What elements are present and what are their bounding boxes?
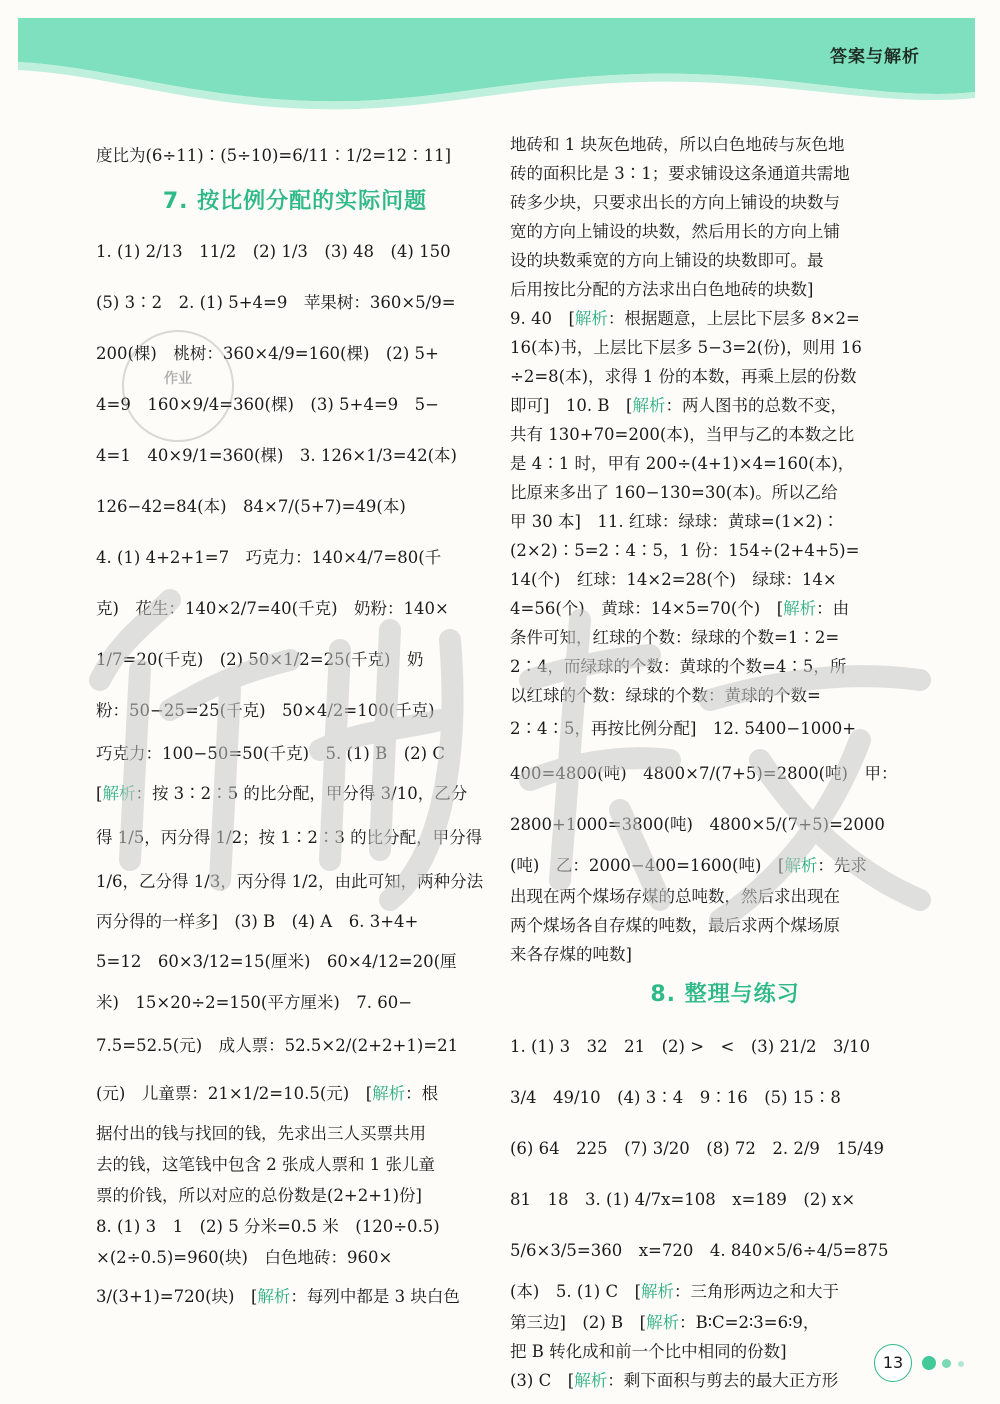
text-line: 两个煤场各自存煤的吨数，最后求两个煤场原 (510, 916, 840, 935)
text-line: 4=56(个) 黄球：14×5=70(个) [解析：由 (510, 599, 850, 618)
text-line: 7.5=52.5(元) 成人票：52.5×2/(2+2+1)=21 (96, 1036, 459, 1055)
decor-dot-icon (922, 1356, 936, 1370)
header-band (0, 0, 1000, 130)
text-line: 200(棵) 桃树：360×4/9=160(棵) (2) 5+ (96, 344, 439, 363)
analysis-tag: 解析 (641, 1282, 675, 1301)
text-line: (元) 儿童票：21×1/2=10.5(元) [解析：根 (96, 1084, 439, 1103)
analysis-tag: 解析 (574, 309, 608, 328)
text-line: 5/6×3/5=360 x=720 4. 840×5/6÷4/5=875 (510, 1241, 889, 1260)
text-line: 票的价钱，所以对应的总份数是(2+2+1)份] (96, 1186, 422, 1205)
text-line: 126−42=84(本) 84×7/(5+7)=49(本) (96, 497, 406, 516)
analysis-tag: 解析 (783, 599, 817, 618)
text-line: (6) 64 225 (7) 3/20 (8) 72 2. 2/9 15/49 (510, 1139, 884, 1158)
text-line: 得 1/5，丙分得 1/2；按 1∶2∶3 的比分配，甲分得 (96, 828, 483, 847)
text-line: 4. (1) 4+2+1=7 巧克力：140×4/7=80(千 (96, 548, 442, 567)
text-line: 巧克力：100−50=50(千克) 5. (1) B (2) C (96, 744, 445, 763)
text-line: 把 B 转化成和前一个比中相同的份数] (510, 1342, 787, 1361)
text-line: 9. 40 [解析：根据题意，上层比下层多 8×2= (510, 309, 860, 328)
text-line: 砖的面积比是 3∶1；要求铺设这条通道共需地 (510, 164, 850, 183)
text-line: 1/7=20(千克) (2) 50×1/2=25(千克) 奶 (96, 650, 424, 669)
text-line: (吨) 乙：2000−400=1600(吨) [解析：先求 (510, 856, 867, 875)
section-title: 8. 整理与练习 (650, 982, 800, 1007)
page-number: 13 (874, 1344, 912, 1382)
text-line: (2×2)∶5=2∶4∶5，1 份：154÷(2+4+5)= (510, 541, 860, 560)
text-line: 克) 花生：140×2/7=40(千克) 奶粉：140× (96, 599, 449, 618)
text-line: 甲 30 本] 11. 红球：绿球：黄球=(1×2)∶ (510, 512, 839, 531)
text-line: 后用按比分配的方法求出白色地砖的块数] (510, 280, 814, 299)
text-line: 出现在两个煤场存煤的总吨数，然后求出现在 (510, 887, 840, 906)
text-line: 是 4∶1 时，甲有 200÷(4+1)×4=160(本)， (510, 454, 855, 473)
left-column (96, 130, 494, 1321)
analysis-tag: 解析 (784, 856, 818, 875)
text-line: (5) 3∶2 2. (1) 5+4=9 苹果树：360×5/9= (96, 293, 456, 312)
analysis-tag: 解析 (574, 1371, 608, 1390)
text-line: 3/4 49/10 (4) 3∶4 9∶16 (5) 15∶8 (510, 1088, 841, 1107)
text-line: 宽的方向上铺设的块数，然后用长的方向上铺 (510, 222, 840, 241)
text-line: 度比为(6÷11)∶(5÷10)=6/11∶1/2=12∶11] (96, 146, 452, 165)
text-line: 丙分得的一样多] (3) B (4) A 6. 3+4+ (96, 912, 419, 931)
decor-dot-icon (942, 1359, 951, 1368)
text-line: 据付出的钱与找回的钱，先求出三人买票共用 (96, 1124, 426, 1143)
text-line: 2∶4，而绿球的个数：黄球的个数=4∶5，所 (510, 657, 847, 676)
stamp-text: 作业 (164, 371, 192, 387)
analysis-tag: 解析 (372, 1084, 406, 1103)
analysis-tag: 解析 (632, 396, 666, 415)
text-line: 4=1 40×9/1=360(棵) 3. 126×1/3=42(本) (96, 446, 457, 465)
text-line: 共有 130+70=200(本)，当甲与乙的本数之比 (510, 425, 855, 444)
text-line: 地砖和 1 块灰色地砖，所以白色地砖与灰色地 (510, 135, 845, 154)
text-line: [解析：按 3∶2∶5 的比分配，甲分得 3/10，乙分 (96, 784, 468, 803)
text-line: 2800+1000=3800(吨) 4800×5/(7+5)=2000 (510, 815, 885, 834)
text-line: 1/6，乙分得 1/3，丙分得 1/2，由此可知，两种分法 (96, 872, 484, 891)
text-line: 4=9 160×9/4=360(棵) (3) 5+4=9 5− (96, 395, 439, 414)
text-line: 去的钱，这笔钱中包含 2 张成人票和 1 张儿童 (96, 1155, 435, 1174)
text-line: ×(2÷0.5)=960(块) 白色地砖：960× (96, 1248, 393, 1267)
analysis-tag: 解析 (646, 1313, 680, 1332)
text-line: (本) 5. (1) C [解析：三角形两边之和大于 (510, 1282, 840, 1301)
section-title: 7. 按比例分配的实际问题 (162, 189, 428, 214)
text-line: 400=4800(吨) 4800×7/(7+5)=2800(吨) 甲： (510, 764, 898, 783)
text-line: 8. (1) 3 1 (2) 5 分米=0.5 米 (120÷0.5) (96, 1217, 440, 1236)
text-line: 条件可知，红球的个数：绿球的个数=1∶2= (510, 628, 840, 647)
analysis-tag: 解析 (102, 784, 136, 803)
text-line: 5=12 60×3/12=15(厘米) 60×4/12=20(厘 (96, 952, 457, 971)
text-line: (3) C [解析：剩下面积与剪去的最大正方形 (510, 1371, 839, 1390)
text-line: 砖多少块，只要求出长的方向上铺设的块数与 (510, 193, 840, 212)
analysis-tag: 解析 (257, 1287, 291, 1306)
stamp-seal (122, 330, 234, 442)
text-line: 以红球的个数：绿球的个数：黄球的个数= (510, 686, 821, 705)
right-column (510, 130, 940, 1395)
text-line: 即可] 10. B [解析：两人图书的总数不变， (510, 396, 847, 415)
text-line: 2∶4∶5，再按比例分配] 12. 5400−1000+ (510, 719, 857, 738)
text-line: 3/(3+1)=720(块) [解析：每列中都是 3 块白色 (96, 1287, 460, 1306)
text-line: 设的块数乘宽的方向上铺设的块数即可。最 (510, 251, 824, 270)
text-line: 14(个) 红球：14×2=28(个) 绿球：14× (510, 570, 837, 589)
text-line: 81 18 3. (1) 4/7x=108 x=189 (2) x× (510, 1190, 856, 1209)
text-line: 1. (1) 3 32 21 (2) > < (3) 21/2 3/10 (510, 1037, 871, 1056)
text-line: 1. (1) 2/13 11/2 (2) 1/3 (3) 48 (4) 150 (96, 242, 451, 261)
text-line: ÷2=8(本)，求得 1 份的本数，再乘上层的份数 (510, 367, 857, 386)
header-title: 答案与解析 (830, 47, 920, 67)
text-line: 第三边] (2) B [解析：B∶C=2∶3=6∶9， (510, 1313, 820, 1332)
page-number-group (874, 1344, 994, 1388)
text-line: 米) 15×20÷2=150(平方厘米) 7. 60− (96, 993, 413, 1012)
decor-dot-icon (958, 1361, 964, 1367)
text-line: 粉：50−25=25(千克) 50×4/2=100(千克) (96, 701, 435, 720)
text-line: 比原来多出了 160−130=30(本)。所以乙给 (510, 483, 838, 502)
text-line: 来各存煤的吨数] (510, 945, 632, 964)
text-line: 16(本)书，上层比下层多 5−3=2(份)，则用 16 (510, 338, 862, 357)
